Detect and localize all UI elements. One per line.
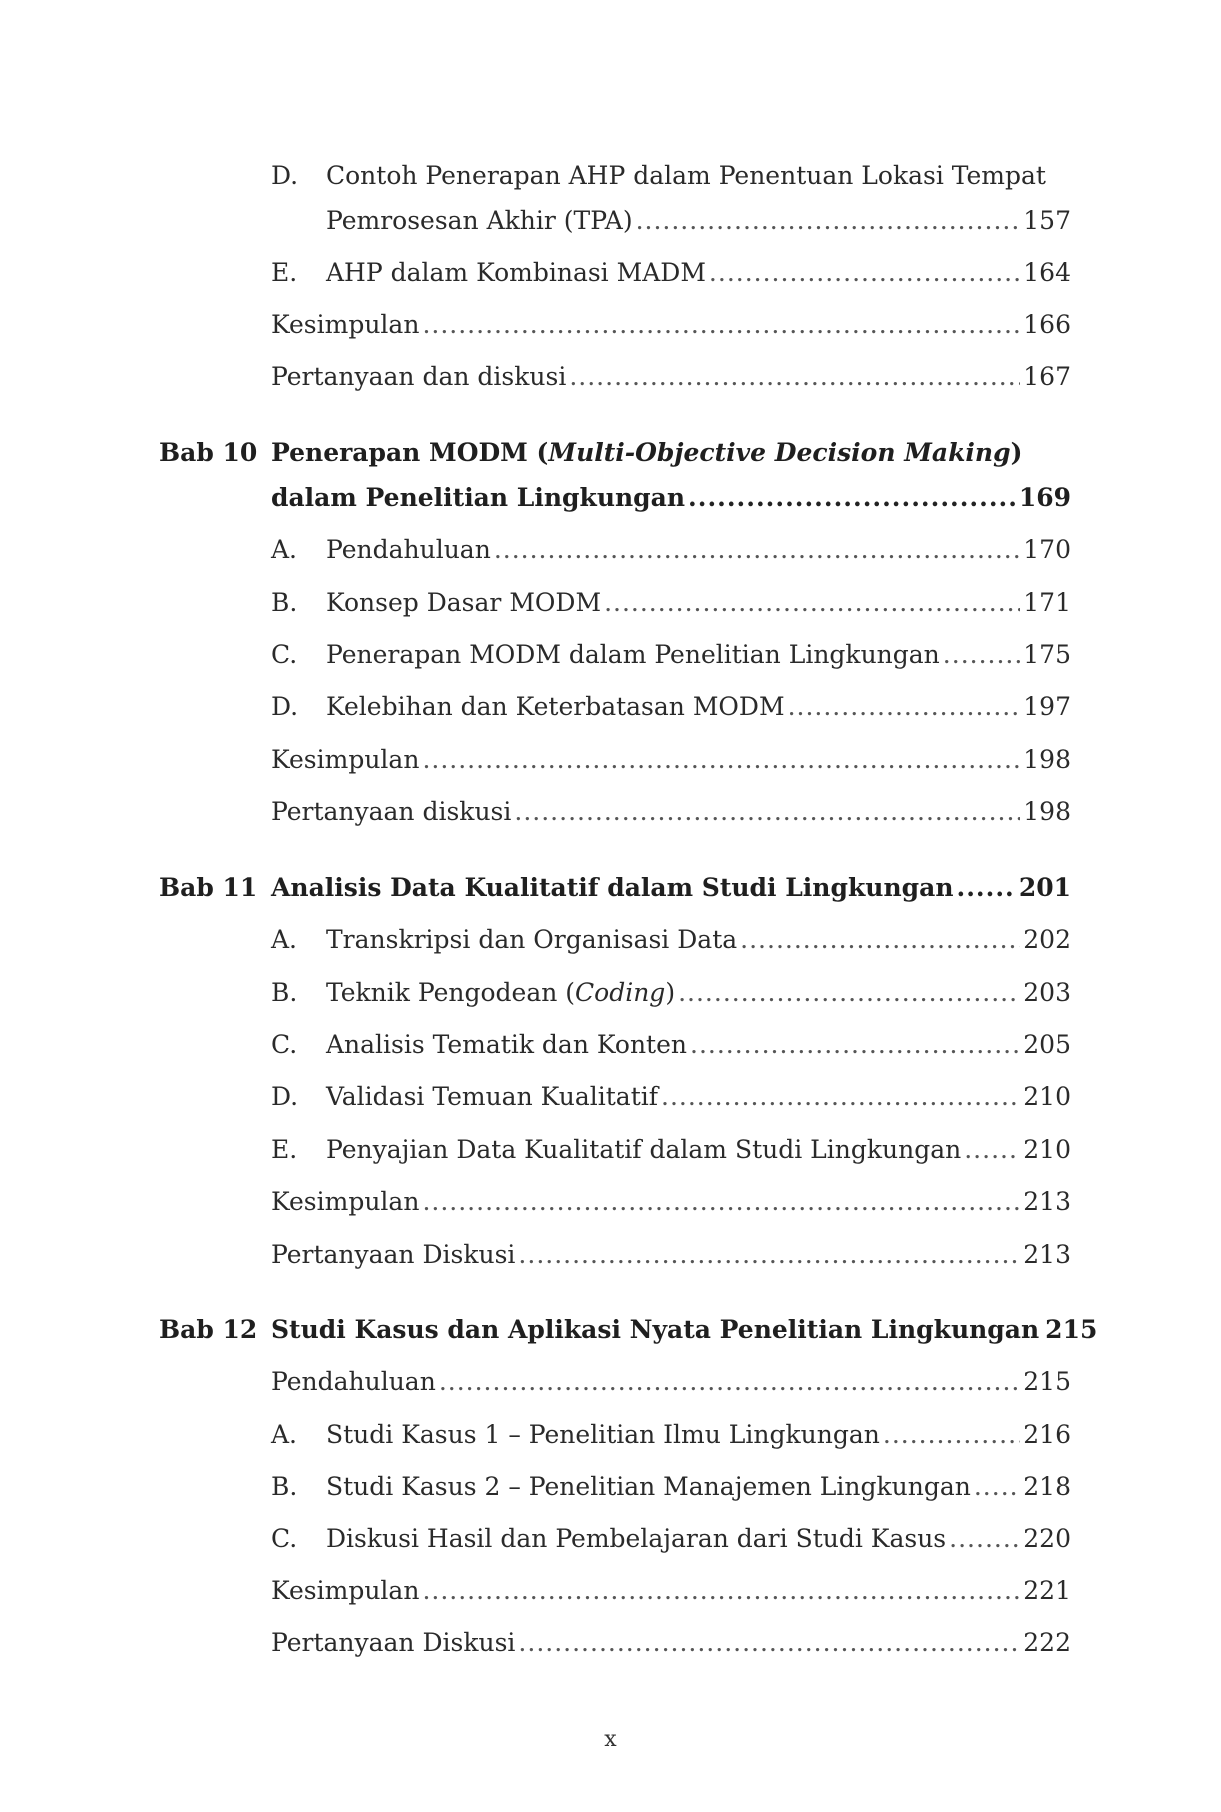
toc-entry-pertanyaan-11[interactable] <box>271 1240 1071 1270</box>
leader-dots <box>688 483 1016 513</box>
entry-page: 198 <box>1023 745 1071 774</box>
entry-letter: D. <box>271 692 299 721</box>
entry-letter: E. <box>271 1135 298 1164</box>
chapter-page: 201 <box>1018 873 1071 902</box>
entry-label-suffix: ) <box>665 978 676 1007</box>
chapter-title-prefix: Penerapan MODM ( <box>271 438 549 467</box>
entry-label: AHP dalam Kombinasi MADM <box>326 258 706 287</box>
entry-page: 215 <box>1023 1367 1071 1396</box>
entry-letter: C. <box>271 1524 298 1553</box>
toc-entry-b10d[interactable] <box>271 692 1071 722</box>
chapter-number: Bab 10 <box>159 438 258 467</box>
entry-page: 210 <box>1023 1135 1071 1164</box>
chapter-page: 215 <box>1045 1315 1098 1344</box>
toc-entry-kesimpulan-9[interactable] <box>271 310 1071 340</box>
toc-entry-b10a[interactable] <box>271 535 1071 565</box>
toc-entry-b10b[interactable] <box>271 588 1071 618</box>
chapter-11[interactable] <box>159 873 1071 903</box>
leader-dots <box>883 1420 1020 1450</box>
chapter-title-suffix: ) <box>1010 438 1023 467</box>
entry-letter: B. <box>271 978 298 1007</box>
leader-dots <box>949 1524 1020 1554</box>
entry-label: Studi Kasus 2 – Penelitian Manajemen Lingkungan <box>326 1472 971 1501</box>
entry-label: Konsep Dasar MODM <box>326 588 602 617</box>
entry-label: Pendahuluan <box>271 1367 436 1396</box>
leader-dots <box>740 925 1020 955</box>
leader-dots <box>518 1240 1020 1270</box>
entry-label: Transkripsi dan Organisasi Data <box>326 925 738 954</box>
entry-letter: A. <box>271 925 298 954</box>
entry-page: 167 <box>1023 362 1071 391</box>
entry-label-prefix: Teknik Pengodean ( <box>326 978 576 1007</box>
entry-page: 221 <box>1023 1576 1071 1605</box>
entry-letter: B. <box>271 1472 298 1501</box>
entry-label: Kelebihan dan Keterbatasan MODM <box>326 692 785 721</box>
entry-label: Kesimpulan <box>271 1576 420 1605</box>
entry-label: Kesimpulan <box>271 745 420 774</box>
entry-label: Pertanyaan Diskusi <box>271 1628 516 1657</box>
leader-dots <box>422 1187 1020 1217</box>
leader-dots <box>661 1082 1020 1112</box>
leader-dots <box>494 535 1020 565</box>
leader-dots <box>604 588 1020 618</box>
chapter-title: Studi Kasus dan Aplikasi Nyata Penelitian Lingkungan <box>271 1315 1040 1344</box>
leader-dots <box>709 258 1020 288</box>
entry-page: 197 <box>1023 692 1071 721</box>
entry-page: 216 <box>1023 1420 1071 1449</box>
leader-dots <box>690 1030 1020 1060</box>
entry-page: 210 <box>1023 1082 1071 1111</box>
leader-dots <box>422 745 1020 775</box>
chapter-10-line1 <box>159 438 1022 468</box>
leader-dots <box>439 1367 1020 1397</box>
entry-letter: D. <box>271 1082 299 1111</box>
entry-page: 213 <box>1023 1240 1071 1269</box>
chapter-title: Analisis Data Kualitatif dalam Studi Lingkungan <box>271 873 954 902</box>
chapter-title: dalam Penelitian Lingkungan <box>271 483 686 512</box>
entry-label: Analisis Tematik dan Konten <box>326 1030 687 1059</box>
entry-letter: D. <box>271 161 299 190</box>
entry-label: Diskusi Hasil dan Pembelajaran dari Studi Kasus <box>326 1524 947 1553</box>
toc-entry-pertanyaan-12[interactable] <box>271 1628 1071 1658</box>
toc-entry-d-line2[interactable] <box>326 206 1071 236</box>
entry-page: 175 <box>1023 640 1071 669</box>
toc-entry-b11e[interactable] <box>271 1135 1071 1165</box>
chapter-number: Bab 11 <box>159 873 258 902</box>
leader-dots <box>636 206 1021 236</box>
chapter-10-line2[interactable] <box>271 483 1071 513</box>
toc-entry-kesimpulan-11[interactable] <box>271 1187 1071 1217</box>
entry-page: 205 <box>1023 1030 1071 1059</box>
entry-page: 170 <box>1023 535 1071 564</box>
toc-entry-d-line1 <box>271 161 1046 191</box>
entry-page: 220 <box>1023 1524 1071 1553</box>
entry-label: Penyajian Data Kualitatif dalam Studi Lingkungan <box>326 1135 962 1164</box>
toc-entry-b11b[interactable] <box>271 978 1071 1008</box>
toc-entry-pertanyaan-9[interactable] <box>271 362 1071 392</box>
entry-label: Pertanyaan dan diskusi <box>271 362 567 391</box>
chapter-number: Bab 12 <box>159 1315 258 1344</box>
entry-page: 198 <box>1023 797 1071 826</box>
entry-label: Pertanyaan diskusi <box>271 797 512 826</box>
chapter-title-italic: Multi-Objective Decision Making <box>548 438 1011 467</box>
entry-label: Contoh Penerapan AHP dalam Penentuan Lokasi Tempat <box>326 161 1046 190</box>
entry-letter: A. <box>271 535 298 564</box>
entry-page: 222 <box>1023 1628 1071 1657</box>
entry-letter: C. <box>271 1030 298 1059</box>
leader-dots <box>788 692 1021 722</box>
toc-entry-b12c[interactable] <box>271 1524 1071 1554</box>
entry-label: Pendahuluan <box>326 535 491 564</box>
chapter-page: 169 <box>1018 483 1071 512</box>
entry-label: Pemrosesan Akhir (TPA) <box>326 206 633 235</box>
entry-page: 157 <box>1023 206 1071 235</box>
leader-dots <box>678 978 1020 1008</box>
entry-label: Kesimpulan <box>271 310 420 339</box>
toc-entry-b12a[interactable] <box>271 1420 1071 1450</box>
entry-label <box>326 978 675 1008</box>
entry-label: Validasi Temuan Kualitatif <box>326 1082 658 1111</box>
toc-entry-b12b[interactable] <box>271 1472 1071 1502</box>
page-number-footer: x <box>604 1727 617 1752</box>
entry-label: Studi Kasus 1 – Penelitian Ilmu Lingkungan <box>326 1420 880 1449</box>
entry-letter: E. <box>271 258 298 287</box>
toc-entry-kesimpulan-12[interactable] <box>271 1576 1071 1606</box>
entry-page: 202 <box>1023 925 1071 954</box>
toc-entry-b11a[interactable] <box>271 925 1071 955</box>
leader-dots <box>569 362 1020 392</box>
leader-dots <box>514 797 1020 827</box>
entry-label: Pertanyaan Diskusi <box>271 1240 516 1269</box>
leader-dots <box>422 1576 1020 1606</box>
entry-page: 166 <box>1023 310 1071 339</box>
chapter-12[interactable] <box>159 1315 1098 1345</box>
leader-dots <box>964 1135 1020 1165</box>
leader-dots <box>974 1472 1020 1502</box>
leader-dots <box>518 1628 1020 1658</box>
leader-dots <box>957 873 1016 903</box>
entry-label: Penerapan MODM dalam Penelitian Lingkungan <box>326 640 940 669</box>
toc-entry-e-ahp[interactable] <box>271 258 1071 288</box>
entry-label: Kesimpulan <box>271 1187 420 1216</box>
entry-page: 171 <box>1023 588 1071 617</box>
entry-letter: B. <box>271 588 298 617</box>
toc-entry-pendahuluan-12[interactable] <box>271 1367 1071 1397</box>
toc-entry-b11c[interactable] <box>271 1030 1071 1060</box>
entry-label-italic: Coding <box>575 978 666 1007</box>
entry-page: 218 <box>1023 1472 1071 1501</box>
entry-page: 203 <box>1023 978 1071 1007</box>
entry-letter: A. <box>271 1420 298 1449</box>
leader-dots <box>422 310 1020 340</box>
entry-page: 164 <box>1023 258 1071 287</box>
entry-letter: C. <box>271 640 298 669</box>
toc-entry-kesimpulan-10[interactable] <box>271 745 1071 775</box>
entry-page: 213 <box>1023 1187 1071 1216</box>
toc-entry-b10c[interactable] <box>271 640 1071 670</box>
leader-dots <box>943 640 1020 670</box>
toc-entry-pertanyaan-10[interactable] <box>271 797 1071 827</box>
toc-entry-b11d[interactable] <box>271 1082 1071 1112</box>
